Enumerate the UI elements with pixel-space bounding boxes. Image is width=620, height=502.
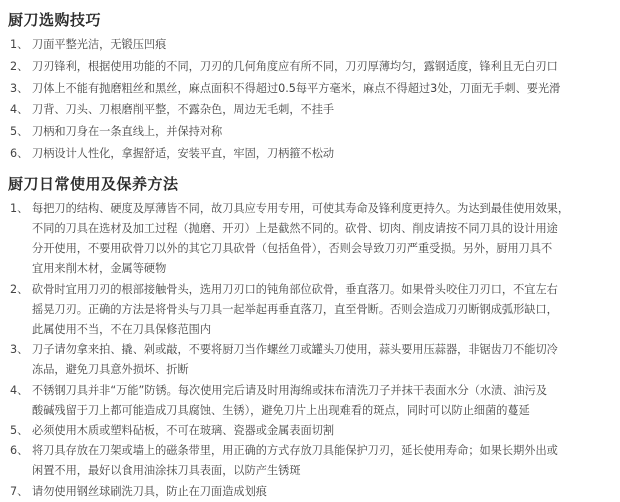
list-item-line: 刀刃锋利，根据使用功能的不同，刀刃的几何角度应有所不同，刀刃厚薄均匀，露钢适度，锋利且无白刃口 <box>32 59 558 73</box>
list-item-line: 不锈钢刀具并非“万能”防锈。每次使用完后请及时用海绵或抹布清洗刀子并抹干表面水分（水渍、油污及 <box>32 383 548 397</box>
list-item-text <box>32 280 612 341</box>
list-item-text <box>32 121 612 143</box>
list-item-line: 将刀具存放在刀架或墙上的磁条带里，用正确的方式存放刀具能保护刀刃，延长使用寿命；如果长期外出或 <box>32 444 558 458</box>
list-item-number: 5、 <box>10 424 29 438</box>
list-item-text <box>32 340 612 380</box>
section-title-usage-care: 厨刀日常使用及保养方法 <box>8 174 179 193</box>
usage-care-item <box>8 280 612 341</box>
list-item-number: 3、 <box>10 343 29 357</box>
selection-tip-item <box>8 78 612 100</box>
selection-tip-item <box>8 143 612 165</box>
list-item-line: 刀子请勿拿来拍、撬、剁或敲，不要将厨刀当作螺丝刀或罐头刀使用，蒜头要用压蒜器，非锯齿刀不能切冷 <box>32 343 558 357</box>
usage-care-item <box>8 441 612 481</box>
list-item-line: 刀柄设计人性化，拿握舒适，安装平直，牢固，刀柄箍不松动 <box>32 146 335 160</box>
usage-care-item <box>8 482 612 502</box>
list-item-line: 摇晃刀刃。正确的方法是将骨头与刀具一起举起再垂直落刀，直至骨断。否则会造成刀刃断钢成弧形缺口， <box>32 302 558 316</box>
usage-care-item <box>8 421 612 441</box>
selection-tip-item <box>8 56 612 78</box>
usage-care-item <box>8 199 612 280</box>
list-item-number: 4、 <box>10 103 29 117</box>
selection-tips-list <box>8 34 612 165</box>
list-item-number: 3、 <box>10 81 29 95</box>
list-item-line: 刀体上不能有抛磨粗丝和黑丝，麻点面积不得超过0.5每平方毫米，麻点不得超过3处，刀面无手刺、要光滑 <box>32 81 561 95</box>
list-item-number: 6、 <box>10 444 29 458</box>
list-item-text <box>32 441 612 481</box>
list-item-number: 2、 <box>10 59 29 73</box>
selection-tip-item <box>8 121 612 143</box>
list-item-number: 4、 <box>10 383 29 397</box>
list-item-line: 刀柄和刀身在一条直线上，并保持对称 <box>32 125 223 139</box>
list-item-text <box>32 56 612 78</box>
list-item-line: 冻品，避免刀具意外损坏、折断 <box>32 363 189 377</box>
list-item-text <box>32 78 612 100</box>
list-item-line: 此属使用不当，不在刀具保修范围内 <box>32 323 212 336</box>
list-item-line: 闲置不用，最好以食用油涂抹刀具表面，以防产生锈斑 <box>32 464 301 478</box>
selection-tip-item <box>8 34 612 56</box>
list-item-text <box>32 199 612 280</box>
list-item-number: 6、 <box>10 146 29 160</box>
list-item-text <box>32 143 612 165</box>
usage-care-item <box>8 340 612 380</box>
list-item-line: 每把刀的结构、硬度及厚薄皆不同，故刀具应专用专用，可使其寿命及锋利度更持久。为达到最佳使用效果， <box>32 201 570 215</box>
list-item-line: 请勿使用钢丝球刷洗刀具，防止在刀面造成划痕 <box>32 484 267 498</box>
usage-care-list <box>8 199 612 502</box>
list-item-line: 宜用来削木材，金属等硬物 <box>32 262 167 276</box>
list-item-text <box>32 482 612 502</box>
list-item-number: 7、 <box>10 484 29 498</box>
list-item-text <box>32 381 612 421</box>
list-item-text <box>32 421 612 441</box>
list-item-line: 刀面平整光洁，无锻压凹痕 <box>32 38 167 51</box>
list-item-text <box>32 99 612 121</box>
usage-care-item <box>8 381 612 421</box>
list-item-line: 刀背、刀头、刀根磨削平整，不露杂色，周边无毛刺，不挂手 <box>32 103 335 117</box>
section-title-selection-tips: 厨刀选购技巧 <box>8 11 102 29</box>
list-item-number: 1、 <box>10 38 29 51</box>
list-item-number: 5、 <box>10 125 29 139</box>
list-item-line: 必须使用木质或塑料砧板，不可在玻璃、瓷器或金属表面切割 <box>32 424 335 438</box>
list-item-line: 分开使用，不要用砍骨刀以外的其它刀具砍骨（包括鱼骨），否则会导致刀刃严重受损。另外，厨用刀具不 <box>32 242 553 256</box>
list-item-number: 2、 <box>10 282 29 296</box>
list-item-text <box>32 34 612 56</box>
list-item-line: 酸碱残留于刀上都可能造成刀具腐蚀、生锈），避免刀片上出现难看的斑点，同时可以防止细菌的蔓延 <box>32 403 530 417</box>
list-item-line: 砍骨时宜用刀刃的根部接触骨头，选用刀刃口的钝角部位砍骨，垂直落刀。如果骨头咬住刀刃口，不宜左右 <box>32 282 558 296</box>
list-item-line: 不同的刀具在选材及加工过程（抛磨、开刃）上是截然不同的。砍骨、切肉、削皮请按不同刀具的设计用途 <box>32 221 558 235</box>
list-item-number: 1、 <box>10 201 29 215</box>
selection-tip-item <box>8 99 612 121</box>
